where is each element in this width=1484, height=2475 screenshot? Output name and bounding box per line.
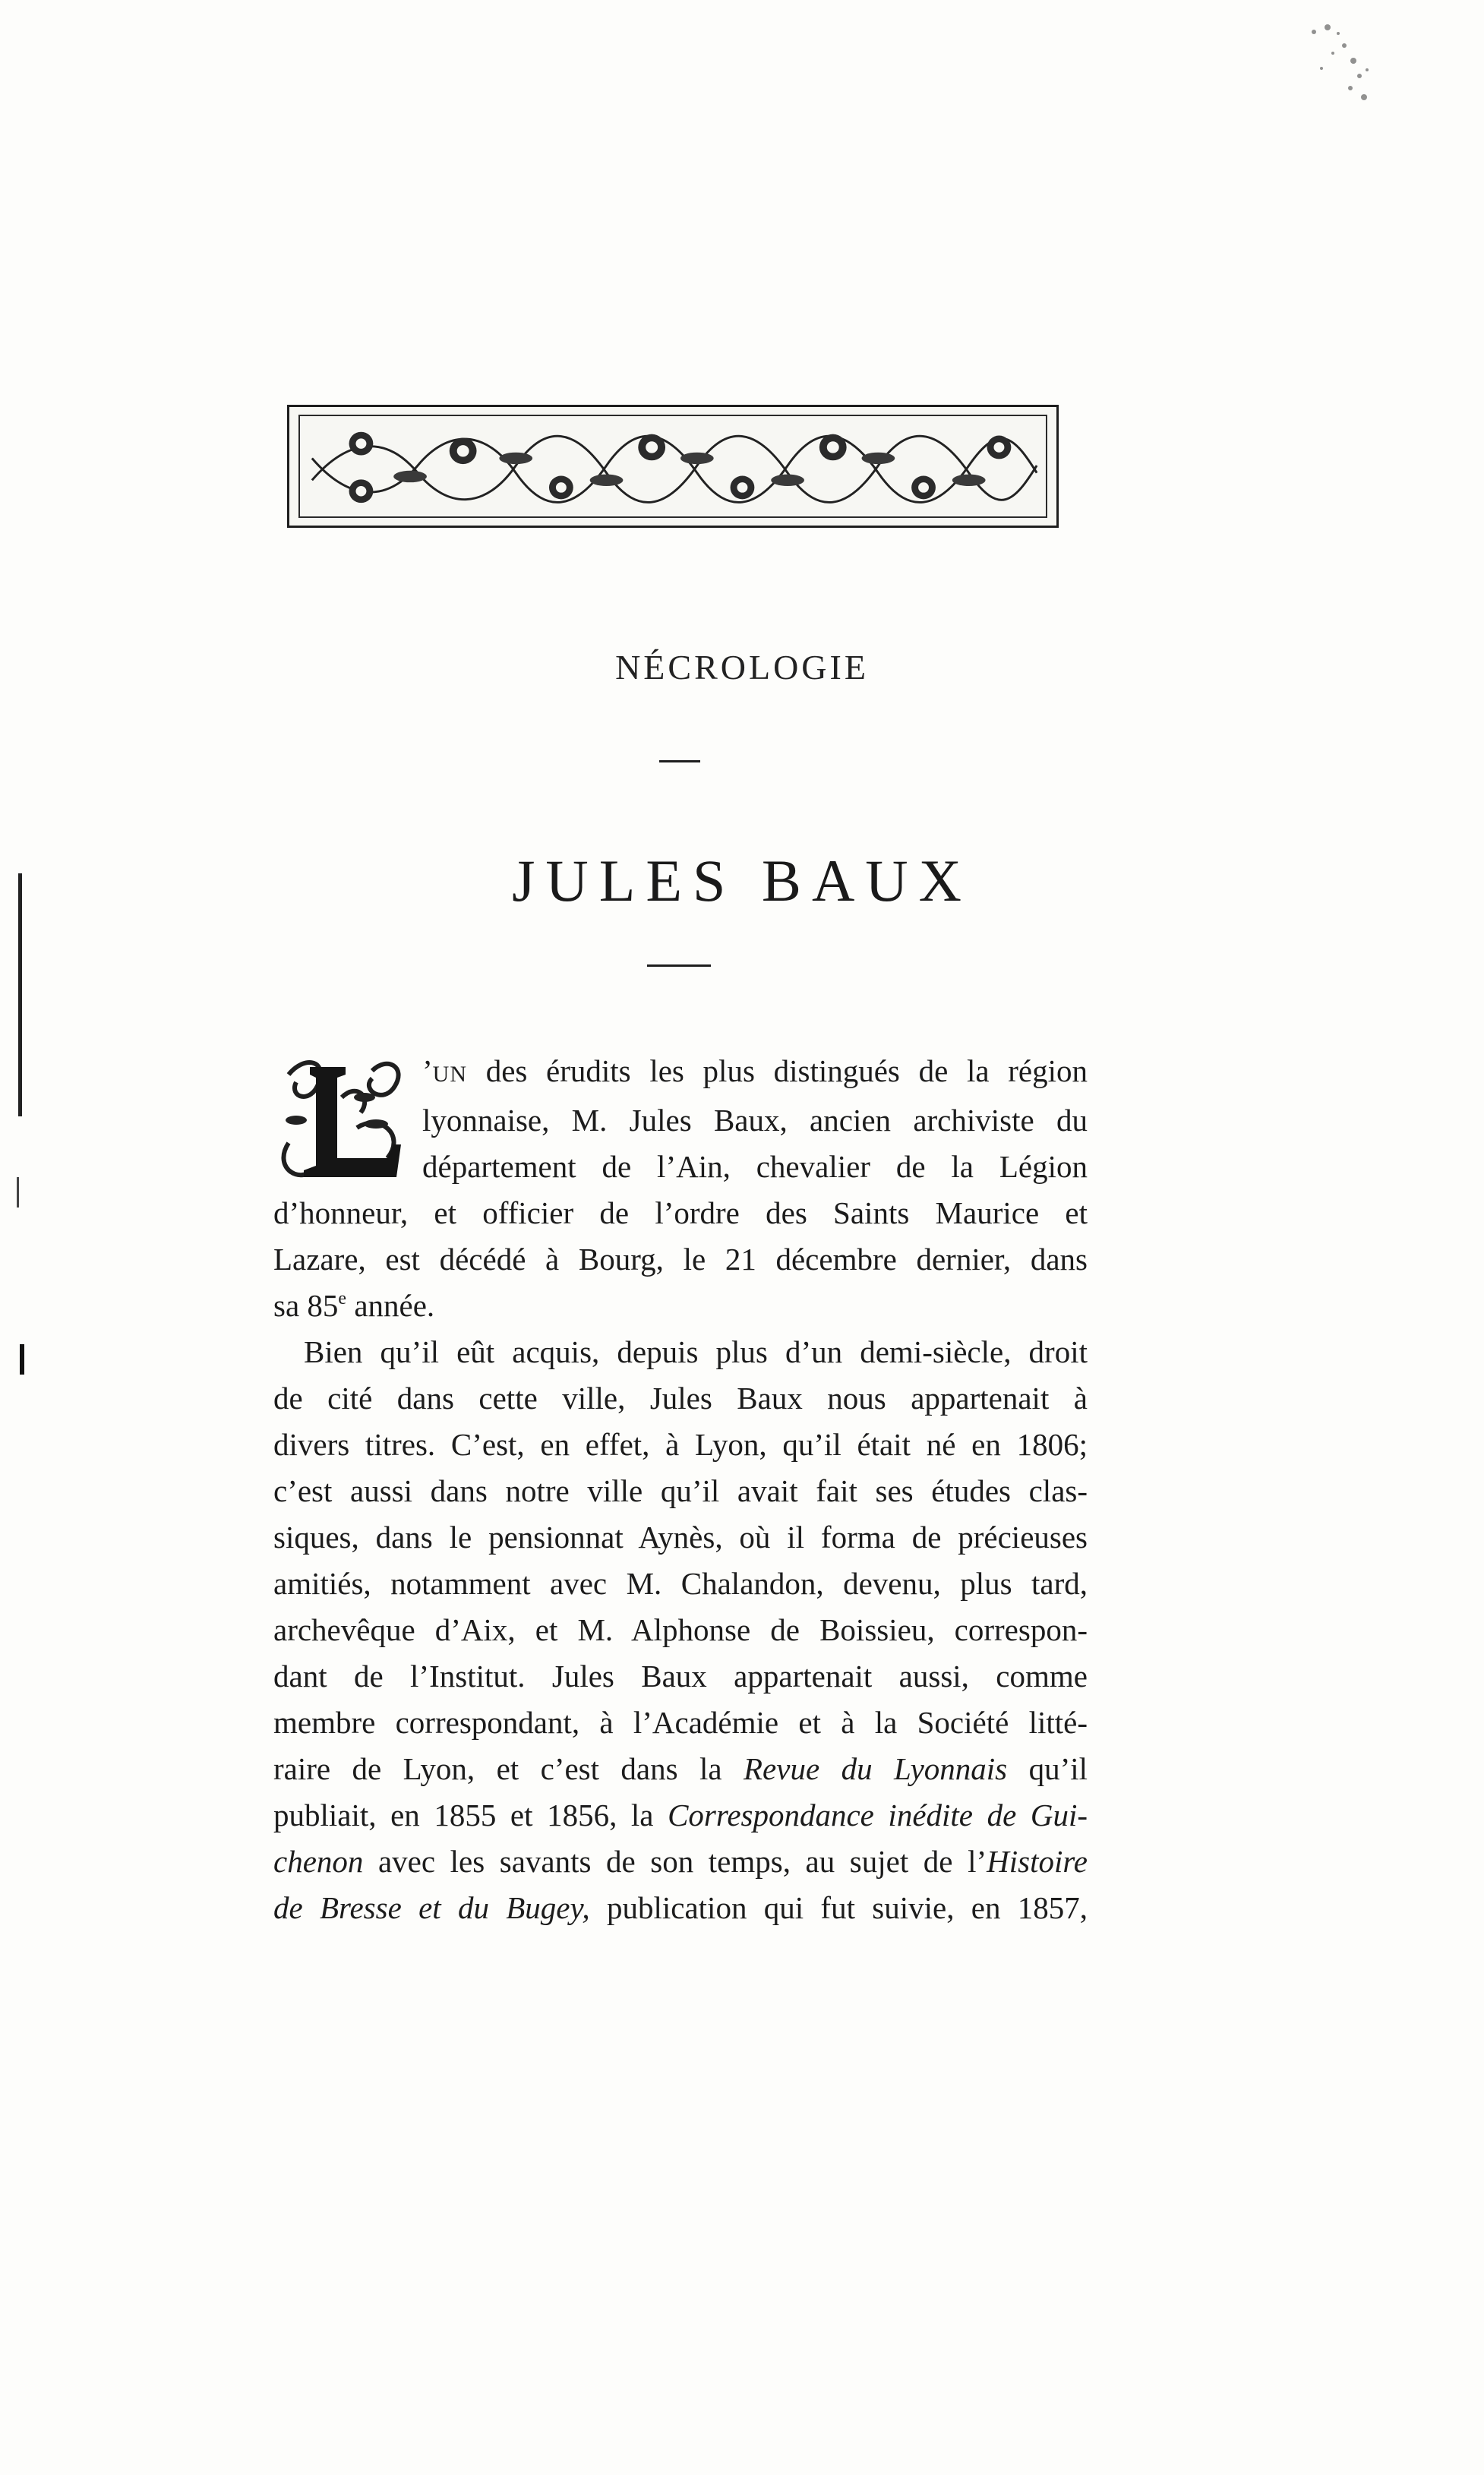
scan-edge-marks <box>14 873 29 1481</box>
title-rule-bottom <box>647 964 711 967</box>
text-line: de cité dans cette ville, Jules Baux nous appartenait à <box>273 1381 1088 1416</box>
text-line: sa 85e année. <box>273 1288 435 1323</box>
text-line: dant de l’Institut. Jules Baux appartenait aussi, comme <box>273 1659 1088 1694</box>
header-ornament <box>287 405 1059 528</box>
scan-speckle <box>1291 15 1397 122</box>
paragraph-2 <box>273 1329 1088 1931</box>
text-line: membre correspondant, à l’Académie et à la Société litté- <box>273 1705 1088 1740</box>
title-rule-top <box>659 760 700 762</box>
text-line: amitiés, notamment avec M. Chalandon, devenu, plus tard, <box>273 1566 1088 1601</box>
text-line: Lazare, est décédé à Bourg, le 21 décembre dernier, dans <box>273 1242 1088 1277</box>
text-line: raire de Lyon, et c’est dans la Revue du Lyonnais qu’il <box>273 1751 1088 1786</box>
paragraph-1 <box>273 1048 1088 1329</box>
text-line: archevêque d’Aix, et M. Alphonse de Boissieu, correspon- <box>273 1612 1088 1647</box>
floral-scroll-ornament <box>289 407 1056 526</box>
text-line: Bien qu’il eût acquis, depuis plus d’un demi-siècle, droit <box>304 1334 1088 1369</box>
page-title: JULES BAUX <box>512 848 972 914</box>
text-line: chenon avec les savants de son temps, au sujet de l’Histoire <box>273 1844 1088 1879</box>
section-title: NÉCROLOGIE <box>615 648 869 687</box>
text-line: d’honneur, et officier de l’ordre des Saints Maurice et <box>273 1195 1088 1230</box>
text-line: ’UN des érudits les plus distingués de la région <box>422 1053 1088 1088</box>
text-line: département de l’Ain, chevalier de la Légion <box>422 1149 1088 1184</box>
article-body <box>273 1048 1088 1931</box>
text-line: divers titres. C’est, en effet, à Lyon, qu’il était né en 1806; <box>273 1427 1088 1462</box>
text-line: c’est aussi dans notre ville qu’il avait fait ses études clas- <box>273 1473 1088 1508</box>
text-line: siques, dans le pensionnat Aynès, où il forma de précieuses <box>273 1520 1088 1555</box>
text-line: lyonnaise, M. Jules Baux, ancien archiviste du <box>422 1103 1088 1138</box>
text-line: de Bresse et du Bugey, publication qui fut suivie, en 1857, <box>273 1890 1088 1925</box>
text-line: publiait, en 1855 et 1856, la Correspondance inédite de Gui- <box>273 1798 1088 1833</box>
